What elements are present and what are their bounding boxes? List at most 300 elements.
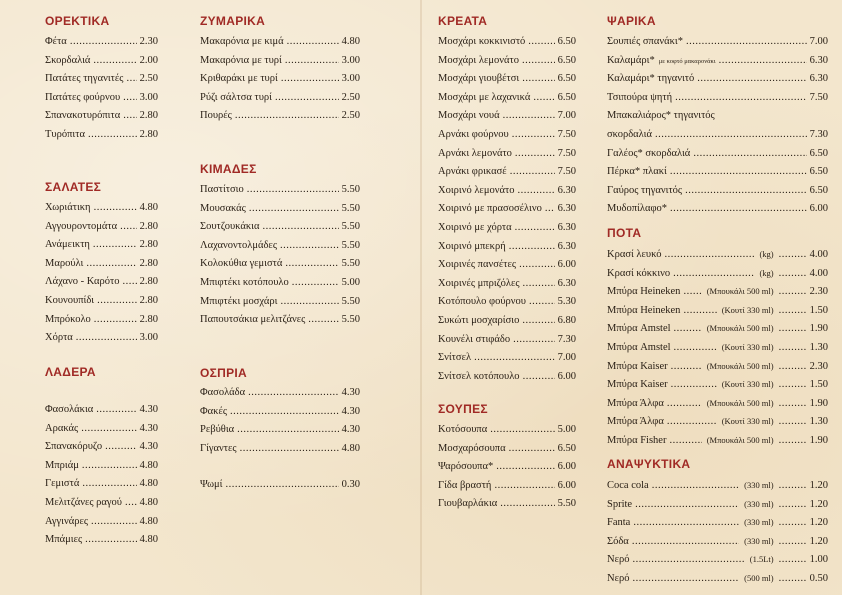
menu-item	[607, 569, 828, 587]
item-name: Παπουτσάκια μελιτζάνες	[200, 314, 306, 326]
menu-item	[200, 200, 360, 218]
menu-item	[200, 33, 360, 51]
item-name: Αρακάς	[45, 422, 79, 434]
item-name: Μπύρα Άλφα	[607, 397, 664, 409]
menu-item	[607, 357, 828, 375]
menu-item	[45, 494, 158, 512]
menu-item	[438, 477, 576, 495]
item-name: Μπύρα Heineken	[607, 304, 681, 316]
item-name: Συκώτι μοσχαρίσιο	[438, 315, 520, 326]
item-name: Μπύρα Kaiser	[607, 379, 668, 391]
dot-leader	[496, 458, 554, 476]
item-price: 1.20	[809, 535, 828, 547]
item-price: 2.30	[809, 286, 828, 298]
dot-leader	[779, 339, 807, 357]
menu-item	[45, 273, 158, 291]
dot-leader	[528, 33, 554, 51]
dot-leader	[674, 339, 717, 357]
dot-leader	[512, 126, 555, 144]
item-name: Χοιρινές μπριζόλες	[438, 277, 520, 289]
dot-leader	[509, 440, 555, 458]
menu-item	[200, 403, 360, 421]
item-price: 1.90	[809, 323, 828, 335]
dot-leader	[693, 145, 806, 163]
menu-item	[45, 401, 158, 419]
item-price: 0.30	[341, 479, 360, 491]
dot-leader	[474, 349, 555, 367]
section-title: ΣΑΛΑΤΕΣ	[45, 180, 102, 194]
menu-item	[438, 440, 576, 458]
item-price: 6.50	[557, 36, 576, 47]
item-price: 1.00	[809, 554, 828, 566]
item-price: 6.50	[809, 166, 828, 178]
dot-leader	[683, 302, 716, 320]
item-name: Κοτόσουπα	[438, 424, 488, 435]
item-unit: (Κουτί 330 ml)	[721, 342, 774, 352]
item-price: 7.50	[557, 166, 576, 178]
dot-leader	[779, 477, 807, 495]
menu-item	[45, 126, 158, 144]
item-name: Μυδοπίλαφο*	[607, 203, 668, 215]
item-name: Μπύρα Fisher	[607, 435, 667, 446]
item-name: Σουτζουκάκια	[200, 221, 260, 233]
menu-item	[45, 199, 158, 217]
dot-leader	[308, 311, 338, 329]
dot-leader	[697, 70, 806, 88]
item-name: Μπύρα Kaiser	[607, 360, 668, 372]
item-price: 4.80	[341, 36, 360, 47]
item-name: Πατάτες τηγανιτές	[45, 73, 124, 85]
item-price: 6.30	[557, 184, 576, 196]
section-title: ΖΥΜΑΡΙΚΑ	[200, 14, 266, 28]
item-name: Μπάμιες	[45, 534, 83, 546]
section-title: ΟΡΕΚΤΙΚΑ	[45, 14, 110, 28]
item-price: 4.30	[139, 422, 158, 434]
item-price: 1.50	[809, 379, 828, 391]
menu-item	[45, 420, 158, 438]
dot-leader	[670, 200, 807, 218]
item-unit: (500 ml)	[744, 573, 774, 583]
menu-item	[200, 218, 360, 236]
item-price: 2.80	[139, 239, 158, 251]
item-price: 6.00	[557, 461, 576, 473]
item-name: Σουπιές σπανάκι*	[607, 36, 683, 47]
item-price: 7.00	[809, 36, 828, 47]
section-title: ΑΝΑΨΥΚΤΙΚΑ	[607, 457, 691, 471]
section-title: ΛΑΔΕΡΑ	[45, 365, 96, 379]
dot-leader	[655, 126, 807, 144]
dot-leader	[652, 477, 739, 495]
menu-item	[438, 312, 576, 330]
item-price: 7.50	[557, 147, 576, 159]
section-title: ΟΣΠΡΙΑ	[200, 366, 248, 380]
menu-item	[438, 163, 576, 181]
dot-leader	[522, 312, 554, 330]
item-price: 6.50	[557, 91, 576, 103]
item-unit: (kg)	[759, 249, 774, 259]
item-price: 0.50	[809, 573, 828, 584]
menu-item	[438, 495, 576, 513]
dot-leader	[263, 218, 339, 236]
dot-leader	[522, 70, 554, 88]
item-unit: (Μπουκάλι 500 ml)	[706, 323, 774, 334]
dot-leader	[529, 293, 555, 311]
item-price: 4.80	[139, 202, 158, 213]
dot-leader	[779, 432, 807, 450]
menu-item	[607, 513, 828, 531]
menu-item	[200, 311, 360, 329]
item-price: 4.30	[341, 424, 360, 436]
item-unit: (330 ml)	[744, 498, 774, 509]
menu-item	[438, 89, 576, 107]
dot-leader	[230, 403, 339, 421]
dot-leader	[240, 440, 339, 458]
item-name: Fanta	[607, 517, 631, 529]
item-price: 3.00	[341, 54, 360, 66]
dot-leader	[96, 401, 136, 419]
section-title: ΠΟΤΑ	[607, 226, 642, 240]
item-name: Μακαρόνια με τυρί	[200, 54, 282, 66]
item-price: 2.50	[139, 73, 158, 85]
item-name: Χόρτα	[45, 332, 73, 344]
item-price: 6.50	[557, 54, 576, 66]
dot-leader	[686, 33, 807, 51]
menu-item	[607, 245, 828, 263]
item-name: Μπακαλιάρος* τηγανιτός	[607, 110, 715, 122]
item-unit: (Κουτί 330 ml)	[721, 304, 774, 315]
item-name: Ανάμεικτη	[45, 239, 90, 251]
dot-leader	[779, 376, 807, 394]
menu-item	[200, 440, 360, 458]
dot-leader	[82, 457, 137, 475]
dot-leader	[670, 163, 807, 181]
menu-item	[45, 33, 158, 51]
item-price: 7.30	[557, 333, 576, 345]
item-unit: (1.5Lt)	[749, 554, 774, 565]
dot-leader	[671, 358, 702, 376]
item-name: Κρασί λευκό	[607, 249, 662, 260]
item-name: Ρεβύθια	[200, 424, 235, 436]
dot-leader	[292, 274, 339, 292]
item-name: Λαχανοντολμάδες	[200, 239, 277, 251]
menu-item	[607, 394, 828, 412]
dot-leader	[125, 494, 137, 512]
dot-leader	[515, 219, 555, 237]
menu-item	[607, 89, 828, 107]
dot-leader	[779, 265, 807, 283]
item-name: Κουνέλι στιφάδο	[438, 333, 511, 345]
item-unit: (Μπουκάλι 500 ml)	[706, 286, 774, 297]
menu-item	[607, 532, 828, 550]
menu-item	[45, 438, 158, 456]
menu-item	[200, 293, 360, 311]
dot-leader	[249, 200, 339, 218]
dot-leader	[632, 570, 739, 588]
item-price: 6.50	[809, 147, 828, 159]
dot-leader	[82, 475, 136, 493]
dot-leader	[779, 283, 807, 301]
dot-leader	[490, 421, 554, 439]
item-price: 3.00	[139, 332, 158, 344]
item-name: Μπύρα Amstel	[607, 342, 671, 353]
item-unit: (330 ml)	[744, 535, 774, 546]
item-name: Γεμιστά	[45, 478, 80, 490]
dot-leader	[719, 52, 807, 70]
item-price: 1.20	[809, 480, 828, 491]
dot-leader	[247, 181, 339, 199]
menu-item	[438, 349, 576, 367]
item-price: 2.80	[139, 257, 158, 269]
item-name: Coca cola	[607, 480, 649, 491]
menu-item	[438, 293, 576, 311]
menu-item	[45, 107, 158, 125]
menu-item	[607, 200, 828, 218]
item-price: 4.30	[139, 404, 158, 415]
dot-leader	[285, 255, 338, 273]
item-price: 6.00	[809, 203, 828, 215]
item-price: 1.30	[809, 416, 828, 428]
menu-item	[438, 219, 576, 237]
item-price: 5.50	[341, 314, 360, 326]
item-price: 4.80	[139, 459, 158, 471]
menu-item	[607, 495, 828, 513]
item-price: 4.80	[341, 442, 360, 454]
dot-leader	[93, 52, 136, 70]
item-price: 7.00	[557, 352, 576, 364]
dot-leader	[70, 33, 137, 51]
item-name: Κρασί κόκκινο	[607, 267, 671, 279]
item-name: σκορδαλιά	[607, 129, 652, 140]
menu-item	[438, 421, 576, 439]
item-price: 1.90	[809, 435, 828, 446]
menu-item	[45, 236, 158, 254]
item-unit: (Μπουκάλι 500 ml)	[706, 397, 774, 408]
item-name: Αρνάκι φούρνου	[438, 129, 509, 140]
item-name: Μοσχάρι λεμονάτο	[438, 54, 519, 66]
item-price: 4.30	[341, 405, 360, 417]
item-price: 2.80	[139, 110, 158, 122]
item-name: Σνίτσελ κοτόπουλο	[438, 370, 520, 382]
item-name: Γίγαντες	[200, 442, 237, 454]
item-price: 1.50	[809, 304, 828, 316]
dot-leader	[519, 256, 555, 274]
dot-leader	[635, 496, 739, 514]
item-name: Κοτόπουλο φούρνου	[438, 296, 526, 308]
item-price: 6.50	[809, 184, 828, 196]
dot-leader	[632, 551, 744, 569]
item-name: Μοσχάρι νουά	[438, 110, 500, 122]
item-name: Αγγινάρες	[45, 515, 89, 527]
item-price: 7.50	[809, 91, 828, 103]
item-name: Καλαμάρι* τηγανιτό	[607, 73, 695, 85]
menu-item	[45, 531, 158, 549]
dot-leader	[779, 246, 807, 264]
item-name: Χοιρινές πανσέτες	[438, 259, 517, 271]
item-name: Sprite	[607, 498, 633, 510]
item-price: 4.80	[139, 515, 158, 527]
item-name: Μπριάμ	[45, 459, 79, 471]
dot-leader	[779, 320, 807, 338]
menu-item	[607, 163, 828, 181]
item-name: Χοιρινό μπεκρή	[438, 240, 506, 252]
dot-leader	[669, 432, 701, 450]
menu-item	[200, 274, 360, 292]
item-price: 6.30	[557, 203, 576, 215]
dot-leader	[664, 246, 754, 264]
item-price: 6.30	[557, 277, 576, 289]
item-name: Αρνάκι λεμονάτο	[438, 147, 512, 159]
menu-item	[607, 431, 828, 449]
menu-item	[607, 182, 828, 200]
item-price: 5.50	[341, 221, 360, 233]
item-name: Χοιρινό με πρασοσέλινο	[438, 203, 542, 215]
dot-leader	[667, 413, 717, 431]
menu-item	[200, 107, 360, 125]
dot-leader	[522, 52, 555, 70]
item-price: 4.80	[139, 534, 158, 546]
dot-leader	[88, 126, 137, 144]
item-name: Ψωμί	[200, 479, 223, 491]
menu-item	[607, 52, 828, 70]
item-name: Γαλέος* σκορδαλιά	[607, 147, 691, 159]
dot-leader	[91, 513, 137, 531]
menu-item	[438, 458, 576, 476]
item-price: 7.00	[557, 110, 576, 122]
menu-item	[438, 368, 576, 386]
menu-item	[45, 89, 158, 107]
item-price: 6.50	[557, 73, 576, 85]
item-name: Μοσχάρι γιουβέτσι	[438, 73, 520, 85]
item-price: 2.80	[139, 295, 158, 306]
menu-item	[45, 218, 158, 236]
item-price: 1.20	[809, 517, 828, 529]
menu-item	[45, 457, 158, 475]
menu-item	[45, 52, 158, 70]
dot-leader	[779, 570, 807, 588]
dot-leader	[509, 238, 555, 256]
dot-leader	[675, 89, 807, 107]
item-unit: (Κουτί 330 ml)	[721, 416, 774, 427]
dot-leader	[76, 329, 137, 347]
item-name: Αρνάκι φρικασέ	[438, 166, 507, 178]
item-name: Γιουβαρλάκια	[438, 498, 498, 510]
dot-leader	[81, 420, 136, 438]
item-name: Μπύρα Heineken	[607, 286, 681, 298]
dot-leader	[280, 237, 339, 255]
item-unit: (330 ml)	[744, 517, 774, 528]
dot-leader	[674, 320, 702, 338]
menu-item	[607, 476, 828, 494]
dot-leader	[287, 33, 339, 51]
section-title: ΚΙΜΑΔΕΣ	[200, 162, 257, 176]
item-price: 6.30	[557, 240, 576, 252]
item-name: Κολοκύθια γεμιστά	[200, 258, 283, 270]
item-price: 2.80	[139, 276, 158, 288]
dot-leader	[515, 145, 555, 163]
menu-item	[200, 70, 360, 88]
item-name: Κριθαράκι με τυρί	[200, 73, 278, 85]
item-name: Κουνουπίδι	[45, 295, 95, 306]
item-name: Σόδα	[607, 535, 629, 547]
dot-leader	[779, 358, 807, 376]
item-name: Νερό	[607, 573, 630, 584]
dot-leader	[779, 551, 807, 569]
dot-leader	[513, 331, 555, 349]
item-price: 2.30	[139, 36, 158, 47]
item-price: 2.50	[341, 110, 360, 122]
item-unit: (330 ml)	[744, 480, 774, 490]
menu-item	[607, 375, 828, 393]
item-price: 4.00	[809, 267, 828, 279]
item-price: 4.00	[809, 249, 828, 260]
item-name: Χωριάτικη	[45, 202, 91, 213]
item-name: Πατάτες φούρνου	[45, 91, 121, 103]
item-name: Φασολάκια	[45, 404, 94, 415]
item-price: 5.50	[341, 239, 360, 251]
menu-item	[438, 52, 576, 70]
item-price: 1.90	[809, 397, 828, 409]
dot-leader	[685, 182, 807, 200]
item-price: 6.50	[557, 442, 576, 454]
item-name: Πέρκα* πλακί	[607, 166, 667, 178]
item-price: 5.50	[341, 295, 360, 307]
item-price: 4.80	[139, 478, 158, 490]
menu-item	[200, 255, 360, 273]
dot-leader	[779, 413, 807, 431]
menu-item	[200, 52, 360, 70]
item-name: Μοσχάρι με λαχανικά	[438, 91, 531, 103]
menu-item	[607, 70, 828, 88]
item-price: 5.50	[341, 184, 360, 195]
dot-leader	[510, 163, 555, 181]
dot-leader	[285, 52, 339, 70]
item-price: 6.00	[557, 259, 576, 271]
menu-item	[45, 311, 158, 329]
menu-item	[438, 70, 576, 88]
item-name: Καλαμάρι*	[607, 54, 655, 66]
menu-item	[438, 200, 576, 218]
dot-leader	[123, 107, 136, 125]
menu-item	[200, 89, 360, 107]
item-name: Σπανακοτυρόπιτα	[45, 110, 121, 122]
section-title: ΚΡΕΑΤΑ	[438, 14, 488, 28]
item-name: Χοιρινό με χόρτα	[438, 222, 512, 233]
menu-item	[438, 238, 576, 256]
dot-leader	[632, 533, 739, 551]
item-price: 6.30	[809, 54, 828, 66]
item-name: Φασολάδα	[200, 387, 246, 398]
item-price: 2.30	[809, 360, 828, 372]
item-price: 4.30	[139, 441, 158, 453]
item-name: Γαύρος τηγανιτός	[607, 184, 683, 196]
menu-item	[607, 126, 828, 144]
item-price: 5.50	[341, 258, 360, 270]
dot-leader	[779, 514, 807, 532]
item-name: Φέτα	[45, 36, 67, 47]
dot-leader	[248, 384, 338, 402]
item-name: Μπιφτέκι κοτόπουλο	[200, 277, 289, 288]
item-price: 2.00	[139, 54, 158, 66]
item-name: Μοσχαρόσουπα	[438, 442, 506, 454]
menu-item	[607, 338, 828, 356]
item-name: Γίδα βραστή	[438, 479, 492, 491]
dot-leader	[94, 311, 137, 329]
menu-item	[607, 107, 828, 125]
dot-leader	[500, 495, 554, 513]
section-title: ΣΟΥΠΕΣ	[438, 402, 488, 416]
item-name: Μουσακάς	[200, 202, 246, 214]
item-price: 2.80	[139, 129, 158, 140]
